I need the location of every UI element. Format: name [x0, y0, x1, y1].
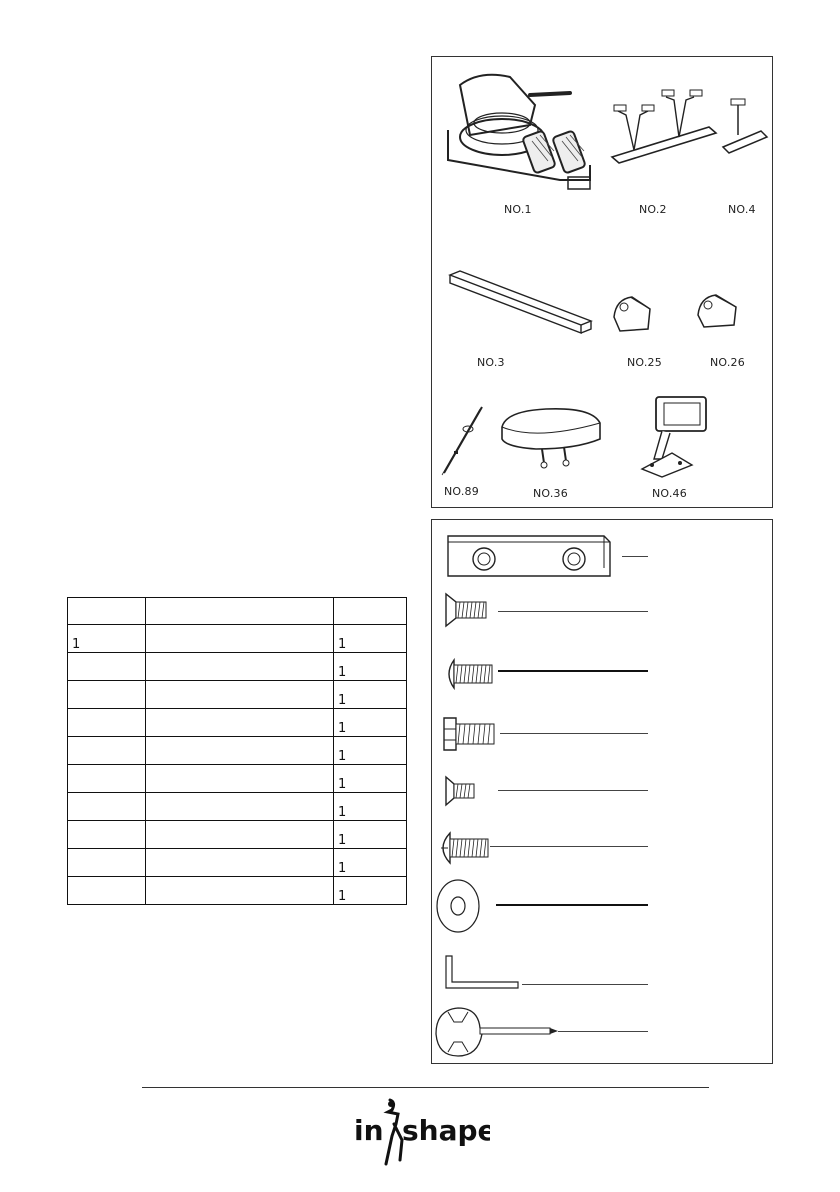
table-row: [68, 877, 407, 905]
monitor-illustration: [632, 393, 712, 479]
table-cell-qty: 1: [334, 793, 407, 821]
table-row: [68, 653, 407, 681]
table-header-cell: [68, 598, 146, 625]
table-cell-no: [68, 849, 146, 877]
parts-overview-panel: [431, 56, 773, 508]
table-cell-description: [146, 821, 334, 849]
bracket-plate-illustration: [444, 528, 614, 578]
phillips-bolt-illustration: [436, 830, 492, 866]
inshape-logo-icon: [350, 1096, 490, 1168]
table-header-row: [68, 598, 407, 625]
leader-line: [490, 846, 648, 847]
table-cell-qty: 1: [334, 877, 407, 905]
table-cell-no: [68, 709, 146, 737]
table-cell-description: [146, 625, 334, 653]
table-cell-no: [68, 793, 146, 821]
parts-list-table: [67, 597, 407, 905]
table-cell-no: 1: [68, 625, 146, 653]
multi-tool-wrench-illustration: [434, 1004, 564, 1060]
short-countersunk-bolt-illustration: [442, 774, 478, 808]
strap-illustration: [438, 403, 488, 478]
leader-line: [558, 1031, 648, 1032]
footer-divider: [142, 1087, 709, 1088]
table-cell-qty: 1: [334, 681, 407, 709]
table-row: [68, 793, 407, 821]
table-row: [68, 625, 407, 653]
leader-line: [522, 984, 648, 985]
part-label-no1: NO.1: [504, 203, 532, 216]
table-cell-qty: 1: [334, 625, 407, 653]
part-label-no3: NO.3: [477, 356, 505, 369]
table-row: [68, 849, 407, 877]
leader-line: [498, 611, 648, 612]
table-cell-no: [68, 653, 146, 681]
part-label-no25: NO.25: [627, 356, 662, 369]
table-cell-no: [68, 877, 146, 905]
table-cell-no: [68, 681, 146, 709]
table-cell-no: [68, 737, 146, 765]
hardware-panel: [431, 519, 773, 1064]
leader-line: [500, 733, 648, 734]
allen-key-illustration: [442, 952, 522, 992]
table-row: [68, 709, 407, 737]
part-label-no46: NO.46: [652, 487, 687, 500]
washer-illustration: [434, 878, 484, 934]
table-row: [68, 765, 407, 793]
table-cell-qty: 1: [334, 849, 407, 877]
part-label-no2: NO.2: [639, 203, 667, 216]
leader-line: [622, 556, 648, 557]
part-label-no89: NO.89: [444, 485, 479, 498]
table-cell-description: [146, 793, 334, 821]
svg-text:shape: shape: [402, 1114, 490, 1147]
countersunk-bolt-illustration: [442, 590, 492, 630]
seat-illustration: [496, 403, 608, 475]
part-label-no26: NO.26: [710, 356, 745, 369]
table-header-cell: [334, 598, 407, 625]
rower-main-frame-illustration: [440, 65, 600, 195]
table-cell-description: [146, 877, 334, 905]
foot-pad-right-illustration: [694, 287, 742, 335]
front-stabilizer-illustration: [604, 85, 724, 165]
foot-pad-left-illustration: [610, 289, 658, 337]
table-cell-qty: 1: [334, 765, 407, 793]
leader-line: [498, 790, 648, 791]
slide-rail-illustration: [446, 265, 596, 335]
leader-line: [496, 904, 648, 906]
table-row: [68, 737, 407, 765]
hex-bolt-illustration: [440, 712, 500, 756]
table-cell-qty: 1: [334, 821, 407, 849]
table-row: [68, 681, 407, 709]
table-cell-no: [68, 821, 146, 849]
table-cell-description: [146, 737, 334, 765]
part-label-no36: NO.36: [533, 487, 568, 500]
table-cell-description: [146, 709, 334, 737]
brand-logo: [350, 1096, 490, 1172]
part-label-no4: NO.4: [728, 203, 756, 216]
table-cell-description: [146, 681, 334, 709]
table-header-cell: [146, 598, 334, 625]
rear-stabilizer-illustration: [717, 95, 772, 160]
table-cell-description: [146, 653, 334, 681]
table-cell-description: [146, 765, 334, 793]
leader-line: [498, 670, 648, 672]
table-cell-qty: 1: [334, 653, 407, 681]
table-cell-qty: 1: [334, 737, 407, 765]
table-cell-description: [146, 849, 334, 877]
table-cell-no: [68, 765, 146, 793]
table-cell-qty: 1: [334, 709, 407, 737]
button-head-bolt-illustration: [442, 656, 496, 692]
svg-text:in: in: [354, 1114, 384, 1147]
table-row: [68, 821, 407, 849]
